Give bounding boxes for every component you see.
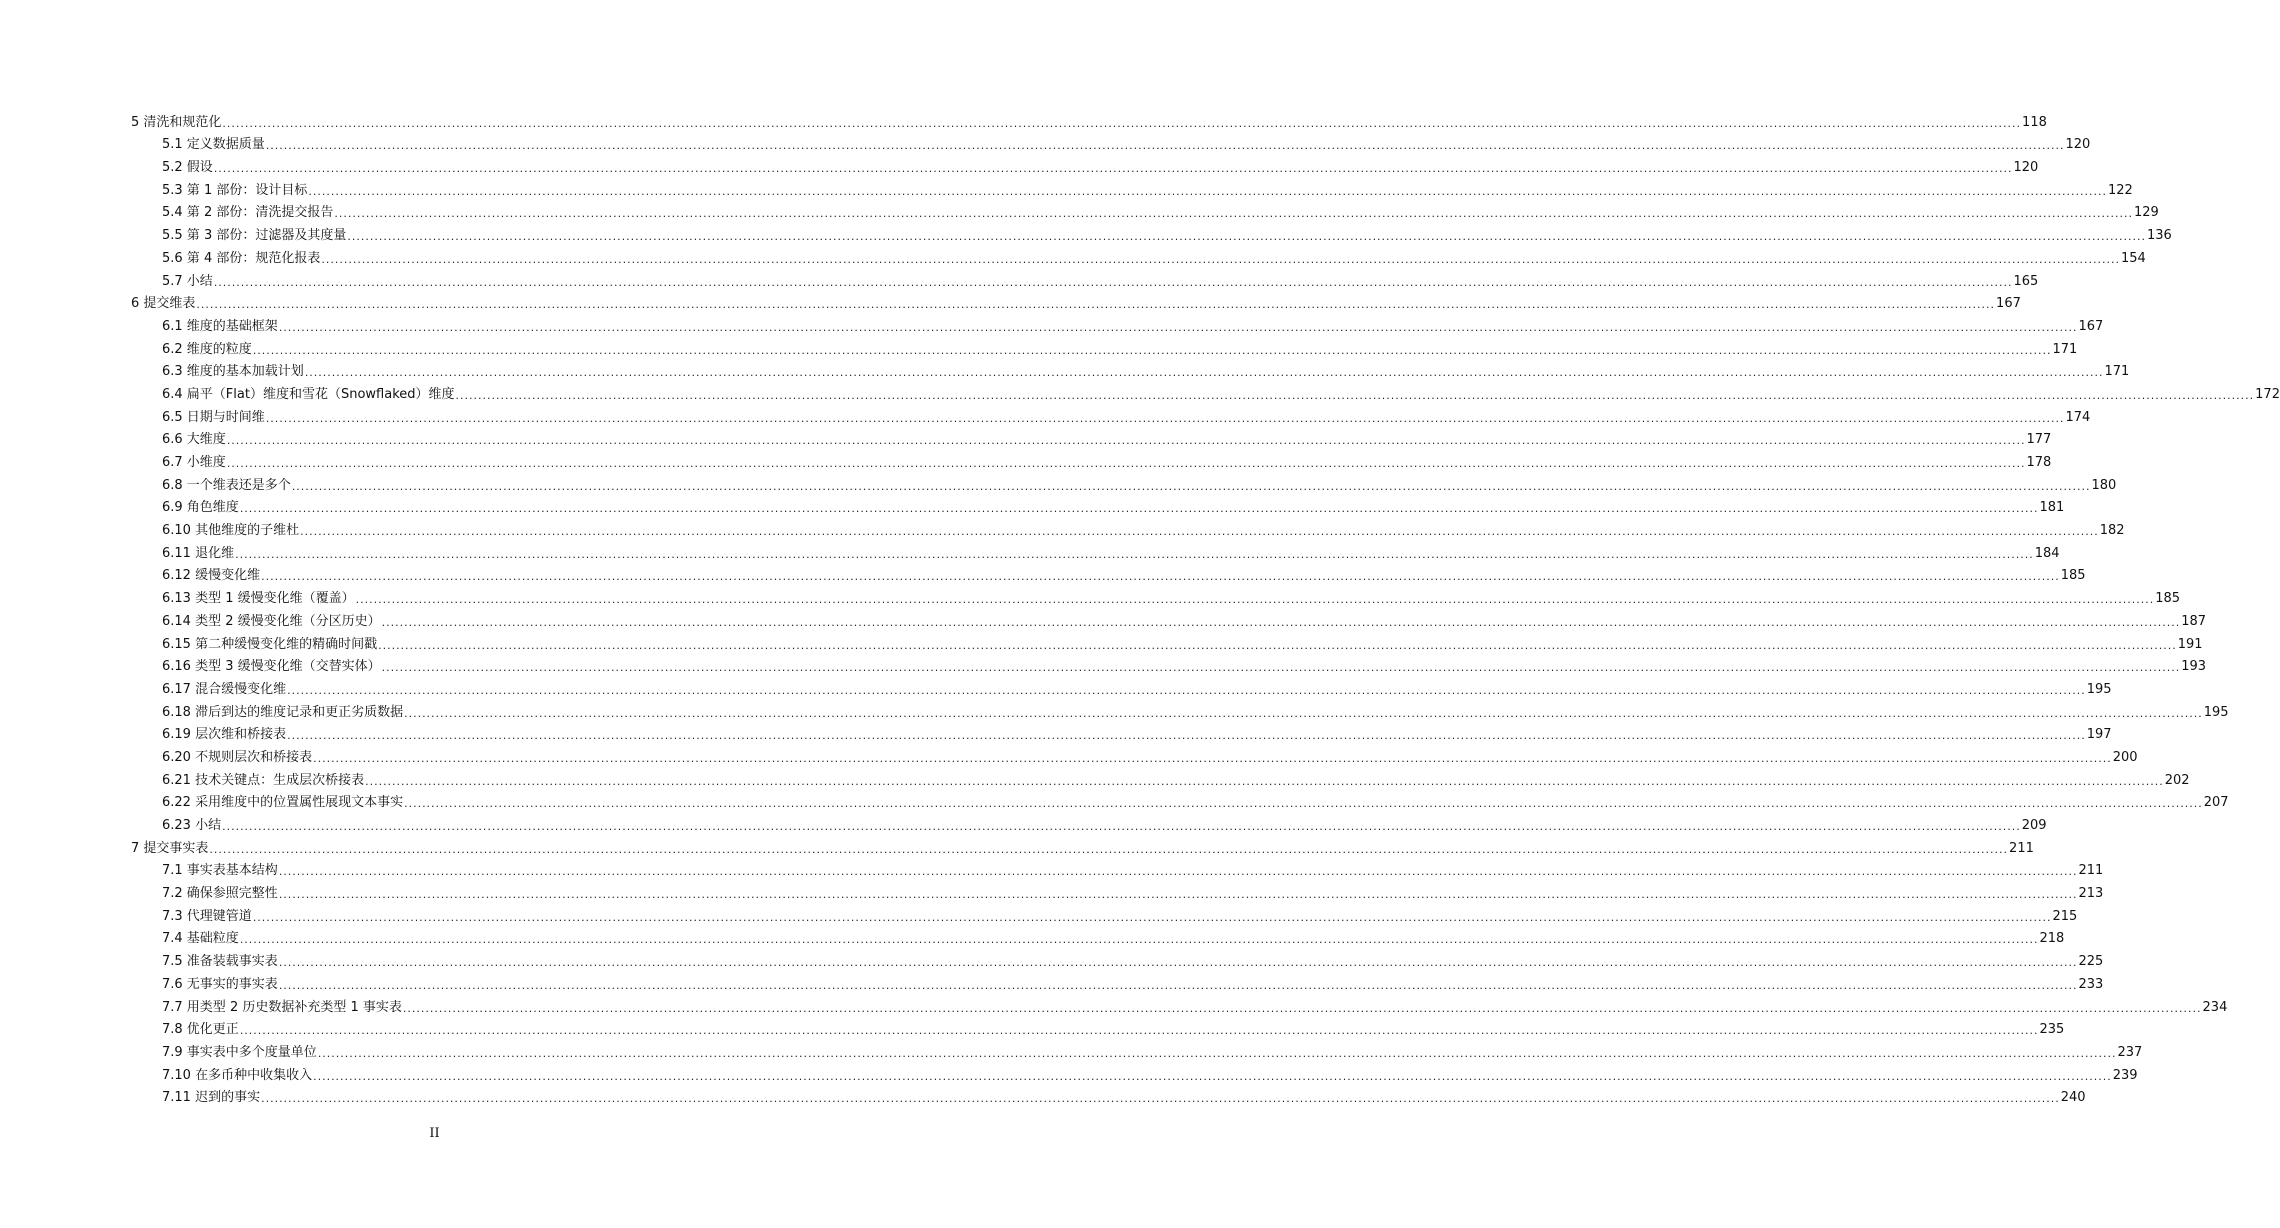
toc-entry[interactable] — [131, 923, 2065, 947]
toc-entry[interactable] — [131, 333, 2078, 357]
toc-dot-leader: ................................................................................................................................................................................................................................................................................................................................................................................................................ — [365, 774, 2164, 788]
toc-entry[interactable] — [131, 378, 2280, 402]
toc-dot-leader: ................................................................................................................................................................................................................................................................................................................................................................................................................ — [252, 343, 2052, 357]
toc-entry-title: 7.8 优化更正 — [162, 1022, 239, 1038]
toc-entry[interactable] — [131, 356, 2130, 380]
toc-entry-title: 5.1 定义数据质量 — [162, 137, 265, 153]
toc-dot-leader: ................................................................................................................................................................................................................................................................................................................................................................................................................ — [381, 615, 2181, 629]
toc-entry-title: 6.10 其他维度的子维杜 — [162, 523, 300, 539]
toc-dot-leader: ................................................................................................................................................................................................................................................................................................................................................................................................................ — [209, 842, 2009, 856]
toc-entry-title: 6.17 混合缓慢变化维 — [162, 681, 287, 697]
toc-entry[interactable] — [131, 991, 2228, 1015]
toc-entry-page: 240 — [2060, 1090, 2086, 1106]
toc-entry-page: 237 — [2117, 1044, 2143, 1060]
toc-dot-leader: ................................................................................................................................................................................................................................................................................................................................................................................................................ — [347, 230, 2146, 244]
toc-entry[interactable] — [131, 764, 2190, 788]
toc-entry-page: 215 — [2052, 908, 2078, 924]
toc-entry-page: 120 — [2065, 137, 2091, 153]
toc-dot-leader: ................................................................................................................................................................................................................................................................................................................................................................................................................ — [278, 865, 2078, 879]
toc-entry[interactable] — [131, 446, 2052, 470]
toc-dot-leader: ................................................................................................................................................................................................................................................................................................................................................................................................................ — [455, 388, 2255, 402]
toc-entry-page: 235 — [2039, 1022, 2065, 1038]
toc-dot-leader: ................................................................................................................................................................................................................................................................................................................................................................................................................ — [308, 184, 2107, 198]
toc-entry-page: 171 — [2104, 364, 2130, 380]
toc-entry[interactable] — [131, 492, 2065, 516]
toc-entry-page: 174 — [2065, 409, 2091, 425]
toc-entry-title: 6.19 层次维和桥接表 — [162, 727, 287, 743]
toc-entry[interactable] — [131, 855, 2104, 879]
toc-entry-title: 7.4 基础粒度 — [162, 931, 239, 947]
toc-entry-title: 5 清洗和规范化 — [131, 114, 222, 130]
toc-entry-page: 207 — [2203, 795, 2229, 811]
toc-dot-leader: ................................................................................................................................................................................................................................................................................................................................................................................................................ — [278, 888, 2078, 902]
toc-entry[interactable] — [131, 832, 2034, 856]
toc-entry-title: 7.11 迟到的事实 — [162, 1090, 261, 1106]
toc-entry-title: 6.9 角色维度 — [162, 500, 239, 516]
toc-entry-page: 233 — [2078, 976, 2104, 992]
toc-entry-title: 6.4 扁平（Flat）维度和雪花（Snowflaked）维度 — [162, 386, 455, 402]
toc-entry[interactable] — [131, 741, 2138, 765]
toc-entry[interactable] — [131, 968, 2104, 992]
toc-entry-title: 6.13 类型 1 缓慢变化维（覆盖） — [162, 591, 355, 607]
toc-entry-title: 6.6 大维度 — [162, 432, 226, 448]
toc-entry-page: 171 — [2052, 341, 2078, 357]
toc-dot-leader: ................................................................................................................................................................................................................................................................................................................................................................................................................ — [313, 1069, 2112, 1083]
toc-dot-leader: ................................................................................................................................................................................................................................................................................................................................................................................................................ — [196, 298, 1996, 312]
toc-dot-leader: ................................................................................................................................................................................................................................................................................................................................................................................................................ — [287, 729, 2086, 743]
toc-dot-leader: ................................................................................................................................................................................................................................................................................................................................................................................................................ — [213, 162, 2013, 176]
toc-entry-page: 122 — [2107, 182, 2133, 198]
toc-entry-page: 197 — [2086, 727, 2112, 743]
page-number: II — [429, 1126, 440, 1141]
toc-dot-leader: ................................................................................................................................................................................................................................................................................................................................................................................................................ — [278, 978, 2078, 992]
toc-entry-page: 154 — [2120, 250, 2146, 266]
toc-dot-leader: ................................................................................................................................................................................................................................................................................................................................................................................................................ — [222, 116, 2022, 130]
toc-entry-title: 6.23 小结 — [162, 818, 222, 833]
toc-entry-page: 209 — [2021, 818, 2047, 833]
toc-entry-page: 177 — [2026, 432, 2052, 448]
toc-entry[interactable] — [131, 787, 2229, 811]
toc-entry-title: 6.16 类型 3 缓慢变化维（交替实体） — [162, 659, 381, 675]
toc-dot-leader: ................................................................................................................................................................................................................................................................................................................................................................................................................ — [265, 139, 2065, 153]
toc-dot-leader: ................................................................................................................................................................................................................................................................................................................................................................................................................ — [278, 956, 2078, 970]
toc-entry-page: 211 — [2078, 863, 2104, 879]
toc-entry-title: 6.21 技术关键点：生成层次桥接表 — [162, 772, 365, 788]
toc-entry-title: 7 提交事实表 — [131, 840, 209, 856]
toc-dot-leader: ................................................................................................................................................................................................................................................................................................................................................................................................................ — [404, 797, 2203, 811]
toc-entry-page: 202 — [2164, 772, 2190, 788]
toc-dot-leader: ................................................................................................................................................................................................................................................................................................................................................................................................................ — [261, 1092, 2060, 1106]
toc-entry-page: 185 — [2155, 591, 2181, 607]
toc-dot-leader: ................................................................................................................................................................................................................................................................................................................................................................................................................ — [213, 275, 2013, 289]
toc-entry[interactable] — [131, 1059, 2138, 1083]
toc-entry-page: 184 — [2034, 545, 2060, 561]
toc-dot-leader: ................................................................................................................................................................................................................................................................................................................................................................................................................ — [300, 525, 2099, 539]
toc-entry[interactable] — [131, 514, 2125, 539]
toc-entry-title: 6.18 滞后到达的维度记录和更正劣质数据 — [162, 704, 404, 720]
toc-dot-leader: ................................................................................................................................................................................................................................................................................................................................................................................................................ — [239, 933, 2039, 947]
toc-entry[interactable] — [131, 424, 2052, 448]
toc-entry[interactable] — [131, 900, 2078, 924]
toc-dot-leader: ................................................................................................................................................................................................................................................................................................................................................................................................................ — [321, 252, 2120, 266]
toc-entry-page: 165 — [2013, 273, 2039, 289]
toc-entry-page: 211 — [2009, 840, 2034, 856]
toc-entry[interactable] — [131, 651, 2207, 675]
toc-dot-leader: ................................................................................................................................................................................................................................................................................................................................................................................................................ — [226, 457, 2026, 470]
toc-entry-title: 5.7 小结 — [162, 273, 213, 289]
toc-dot-leader: ................................................................................................................................................................................................................................................................................................................................................................................................................ — [355, 593, 2155, 607]
toc-dot-leader: ................................................................................................................................................................................................................................................................................................................................................................................................................ — [239, 502, 2039, 516]
toc-entry-page: 191 — [2177, 636, 2203, 652]
toc-entry-page: 129 — [2133, 205, 2159, 221]
toc-entry-title: 7.10 在多币种中收集收入 — [162, 1067, 313, 1083]
toc-entry-title: 5.3 第 1 部份：设计目标 — [162, 182, 308, 198]
table-of-contents — [131, 106, 2280, 1106]
toc-entry-page: 167 — [1996, 296, 2021, 312]
toc-entry-title: 6.2 维度的粒度 — [162, 341, 252, 357]
toc-entry-title: 6.11 退化维 — [162, 545, 235, 561]
toc-entry-page: 180 — [2091, 477, 2117, 493]
toc-entry-page: 178 — [2026, 455, 2052, 470]
toc-entry-page: 181 — [2039, 500, 2065, 516]
toc-dot-leader: ................................................................................................................................................................................................................................................................................................................................................................................................................ — [402, 1001, 2202, 1015]
toc-entry[interactable] — [131, 945, 2104, 970]
toc-dot-leader: ................................................................................................................................................................................................................................................................................................................................................................................................................ — [235, 547, 2034, 561]
toc-entry[interactable] — [131, 310, 2104, 334]
toc-entry[interactable] — [131, 106, 2047, 130]
toc-entry[interactable] — [131, 219, 2172, 244]
toc-dot-leader: ................................................................................................................................................................................................................................................................................................................................................................................................................ — [381, 661, 2181, 675]
toc-dot-leader: ................................................................................................................................................................................................................................................................................................................................................................................................................ — [278, 320, 2078, 334]
toc-entry-title: 6.22 采用维度中的位置属性展现文本事实 — [162, 795, 404, 811]
toc-entry-page: 195 — [2203, 704, 2229, 720]
toc-entry-title: 6.1 维度的基础框架 — [162, 318, 278, 334]
toc-entry[interactable] — [131, 242, 2146, 266]
toc-entry-page: 239 — [2112, 1067, 2138, 1083]
toc-entry-title: 7.3 代理键管道 — [162, 908, 252, 924]
toc-dot-leader: ................................................................................................................................................................................................................................................................................................................................................................................................................ — [334, 207, 2133, 221]
toc-entry[interactable] — [131, 1036, 2143, 1060]
toc-entry[interactable] — [131, 605, 2207, 629]
toc-entry-title: 7.1 事实表基本结构 — [162, 863, 278, 879]
toc-dot-leader: ................................................................................................................................................................................................................................................................................................................................................................................................................ — [222, 820, 2021, 833]
toc-entry-title: 6.5 日期与时间维 — [162, 409, 265, 425]
toc-entry-title: 6.15 第二种缓慢变化维的精确时间戳 — [162, 636, 378, 652]
toc-entry[interactable] — [131, 1014, 2065, 1038]
toc-entry-page: 182 — [2099, 523, 2125, 539]
toc-entry-title: 6.7 小维度 — [162, 455, 226, 470]
toc-entry[interactable] — [131, 537, 2060, 561]
toc-entry[interactable] — [131, 719, 2112, 743]
toc-entry-title: 5.4 第 2 部份：清洗提交报告 — [162, 205, 334, 221]
toc-entry[interactable] — [131, 809, 2047, 833]
toc-entry[interactable] — [131, 469, 2117, 493]
toc-entry-title: 7.9 事实表中多个度量单位 — [162, 1044, 317, 1060]
toc-entry-page: 167 — [2078, 318, 2104, 334]
toc-entry-title: 7.7 用类型 2 历史数据补充类型 1 事实表 — [162, 999, 402, 1015]
toc-entry-title: 5.6 第 4 部份：规范化报表 — [162, 250, 321, 266]
toc-entry[interactable] — [131, 265, 2039, 289]
toc-dot-leader: ................................................................................................................................................................................................................................................................................................................................................................................................................ — [261, 570, 2060, 584]
toc-dot-leader: ................................................................................................................................................................................................................................................................................................................................................................................................................ — [404, 706, 2203, 720]
toc-entry-title: 6 提交维表 — [131, 296, 196, 312]
toc-entry[interactable] — [131, 151, 2039, 176]
toc-entry-title: 6.20 不规则层次和桥接表 — [162, 749, 313, 765]
toc-entry[interactable] — [131, 877, 2104, 902]
toc-entry-page: 234 — [2202, 999, 2228, 1015]
toc-entry-title: 5.2 假设 — [162, 160, 213, 176]
toc-dot-leader: ................................................................................................................................................................................................................................................................................................................................................................................................................ — [287, 683, 2086, 697]
toc-entry-title: 7.5 准备装载事实表 — [162, 954, 278, 970]
toc-entry[interactable] — [131, 696, 2229, 720]
toc-entry-page: 118 — [2022, 114, 2047, 130]
toc-dot-leader: ................................................................................................................................................................................................................................................................................................................................................................................................................ — [252, 910, 2052, 924]
toc-entry[interactable] — [131, 673, 2112, 697]
toc-entry-page: 120 — [2013, 160, 2039, 176]
toc-entry-title: 7.6 无事实的事实表 — [162, 976, 278, 992]
toc-dot-leader: ................................................................................................................................................................................................................................................................................................................................................................................................................ — [226, 434, 2026, 448]
toc-entry[interactable] — [131, 174, 2133, 198]
toc-entry-title: 7.2 确保参照完整性 — [162, 886, 278, 902]
toc-entry-title: 6.8 一个维表还是多个 — [162, 477, 291, 493]
toc-entry[interactable] — [131, 1082, 2086, 1106]
toc-entry[interactable] — [131, 197, 2159, 221]
toc-dot-leader: ................................................................................................................................................................................................................................................................................................................................................................................................................ — [239, 1024, 2039, 1038]
toc-entry[interactable] — [131, 129, 2091, 153]
toc-dot-leader: ................................................................................................................................................................................................................................................................................................................................................................................................................ — [304, 366, 2104, 380]
toc-entry[interactable] — [131, 582, 2181, 607]
toc-entry-page: 213 — [2078, 886, 2104, 902]
toc-dot-leader: ................................................................................................................................................................................................................................................................................................................................................................................................................ — [313, 751, 2112, 765]
toc-entry-title: 6.12 缓慢变化维 — [162, 568, 261, 584]
toc-entry-title: 5.5 第 3 部份：过滤器及其度量 — [162, 228, 347, 244]
toc-entry-page: 200 — [2112, 749, 2138, 765]
toc-entry-title: 6.3 维度的基本加载计划 — [162, 364, 304, 380]
toc-entry[interactable] — [131, 401, 2091, 425]
toc-entry[interactable] — [131, 628, 2203, 652]
toc-entry[interactable] — [131, 560, 2086, 584]
toc-dot-leader: ................................................................................................................................................................................................................................................................................................................................................................................................................ — [291, 479, 2091, 493]
toc-entry-title: 6.14 类型 2 缓慢变化维（分区历史） — [162, 613, 381, 629]
toc-dot-leader: ................................................................................................................................................................................................................................................................................................................................................................................................................ — [265, 411, 2065, 425]
toc-entry-page: 185 — [2060, 568, 2086, 584]
toc-entry[interactable] — [131, 288, 2021, 312]
toc-entry-page: 193 — [2181, 659, 2207, 675]
toc-entry-page: 172 — [2255, 386, 2280, 402]
toc-entry-page: 136 — [2146, 228, 2172, 244]
toc-entry-page: 187 — [2181, 613, 2207, 629]
toc-dot-leader: ................................................................................................................................................................................................................................................................................................................................................................................................................ — [317, 1046, 2117, 1060]
toc-entry-page: 225 — [2078, 954, 2104, 970]
toc-dot-leader: ................................................................................................................................................................................................................................................................................................................................................................................................................ — [378, 638, 2177, 652]
toc-entry-page: 218 — [2039, 931, 2065, 947]
toc-entry-page: 195 — [2086, 681, 2112, 697]
